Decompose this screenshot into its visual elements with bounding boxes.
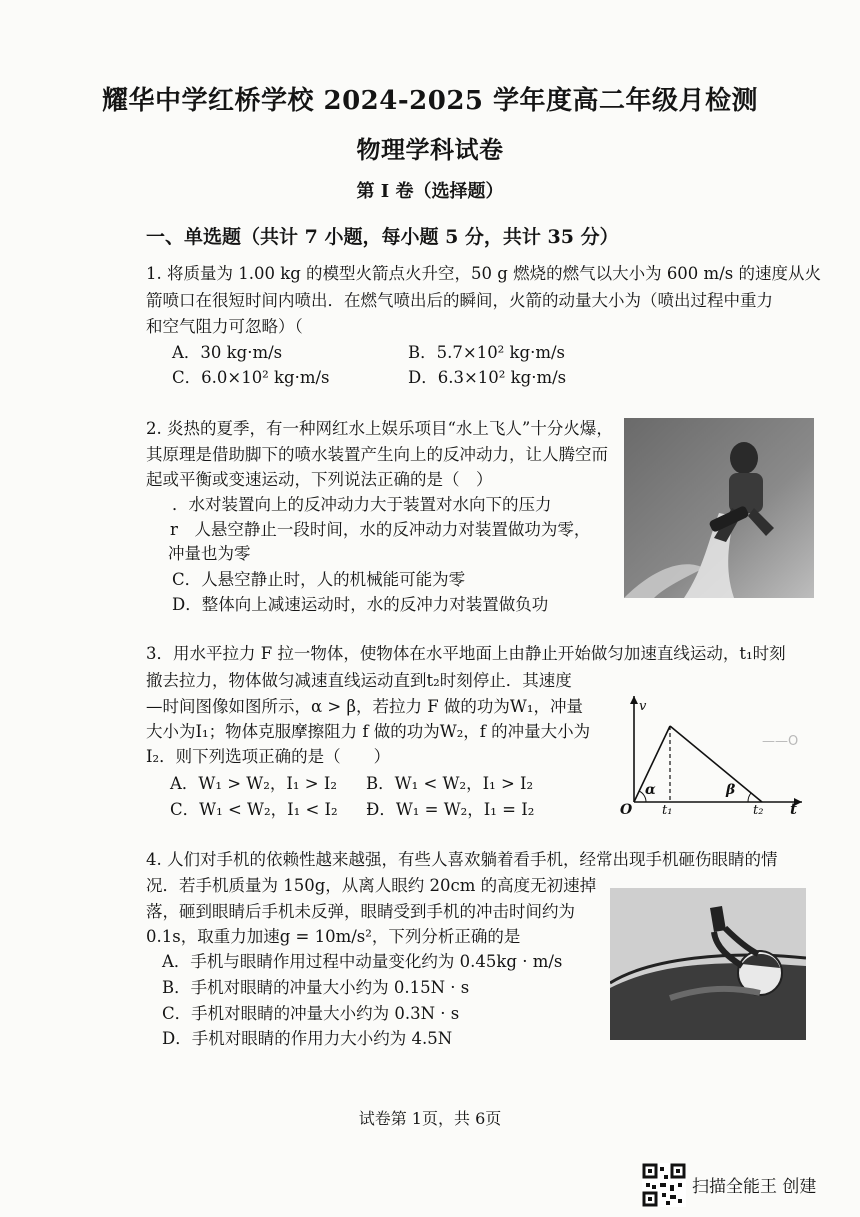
q4-option-b: B．手机对眼睛的冲量大小约为 0.15N · s [162,978,470,997]
q4-option-d: D．手机对眼睛的作用力大小约为 4.5N [162,1029,453,1048]
graph-t2-label: t₂ [753,803,764,818]
q4-option-a: A．手机与眼睛作用过程中动量变化约为 0.45kg · m/s [162,952,563,971]
graph-alpha-label: α [645,782,656,798]
q3-option-a: A．W₁ > W₂，I₁ > I₂ [170,774,337,793]
q3-line-4: 大小为I₁；物体克服摩擦阻力 f 做的功为W₂，f 的冲量大小为 [146,722,591,741]
water-flyer-photo [624,418,814,598]
phone-lying-illustration [610,888,806,1040]
scanner-watermark: 扫描全能王 创建 [692,1177,817,1197]
q3-line-2: 撤去拉力，物体做匀减速直线运动直到t₂时刻停止．其速度 [146,671,572,690]
page-number: 试卷第 1页，共 6页 [358,1109,502,1128]
q2-line-1: 2. 炎热的夏季，有一种网红水上娱乐项目“水上飞人”十分火爆， [146,419,613,438]
q2-option-b: r 人悬空静止一段时间，水的反冲动力对装置做功为零， [170,520,591,539]
q3-option-b: B．W₁ < W₂，I₁ > I₂ [366,774,534,793]
q2-line-3: 起或平衡或变速运动，下列说法正确的是（ ） [146,470,493,489]
q1-option-b: B．5.7×10² kg·m/s [408,343,566,362]
q3-option-c: C．W₁ < W₂，I₁ < I₂ [170,800,338,819]
volume-label: 第 I 卷（选择题） [356,181,504,202]
q2-line-2: 其原理是借助脚下的喷水装置产生向上的反冲动力，让人腾空而 [146,445,608,464]
q2-option-b-cont: 冲量也为零 [168,544,251,563]
qr-code-icon [642,1163,686,1207]
q1-option-a: A．30 kg·m/s [172,343,283,362]
q1-option-c: C．6.0×10² kg·m/s [172,368,330,387]
svg-text:——O: ——O [762,734,799,749]
exam-title: 耀华中学红桥学校 2024-2025 学年度高二年级月检测 [101,86,759,116]
q4-line-1: 4. 人们对手机的依赖性越来越强，有些人喜欢躺着看手机，经常出现手机砸伤眼睛的情 [146,850,778,869]
q2-option-a: ．水对装置向上的反冲动力大于装置对水向下的压力 [172,495,552,514]
q1-option-d: D．6.3×10² kg·m/s [408,368,567,387]
q1-line-1: 1. 将质量为 1.00 kg 的模型火箭点火升空，50 g 燃烧的燃气以大小为 600 m/s 的速度从火 [146,264,821,283]
q1-line-2: 箭喷口在很短时间内喷出．在燃气喷出后的瞬间，火箭的动量大小为（喷出过程中重力 [146,291,773,310]
exam-subtitle: 物理学科试卷 [356,135,504,164]
graph-v-label: v [639,699,647,714]
graph-t1-label: t₁ [662,803,673,818]
q1-line-3: 和空气阻力可忽略）（ [146,317,303,336]
q3-line-5: I₂．则下列选项正确的是（ ） [146,747,391,766]
q3-option-d: Ð．W₁ = W₂，I₁ = I₂ [366,800,535,819]
q4-line-2: 况．若手机质量为 150g，从离人眼约 20cm 的高度无初速掉 [146,876,597,895]
graph-beta-label: β [726,782,736,798]
q3-line-1: 3．用水平拉力 F 拉一物体，使物体在水平地面上由静止开始做匀加速直线运动，t₁时刻 [146,644,786,663]
velocity-time-graph [612,690,812,820]
q2-option-c: C．人悬空静止时，人的机械能可能为零 [172,570,466,589]
q4-line-4: 0.1s，取重力加速g = 10m/s²，下列分析正确的是 [146,927,521,946]
graph-t-label: t [790,800,797,818]
q2-option-d: D．整体向上减速运动时，水的反冲力对装置做负功 [172,595,549,614]
q4-line-3: 落，砸到眼睛后手机未反弹，眼睛受到手机的冲击时间约为 [146,902,575,921]
section-heading: 一、单选题（共计 7 小题，每小题 5 分，共计 35 分） [146,226,619,248]
q4-option-c: C．手机对眼睛的冲量大小约为 0.3N · s [162,1004,460,1023]
graph-origin-label: O [620,802,633,818]
q3-line-3: —时间图像如图所示，α > β，若拉力 F 做的功为W₁，冲量 [146,697,584,716]
